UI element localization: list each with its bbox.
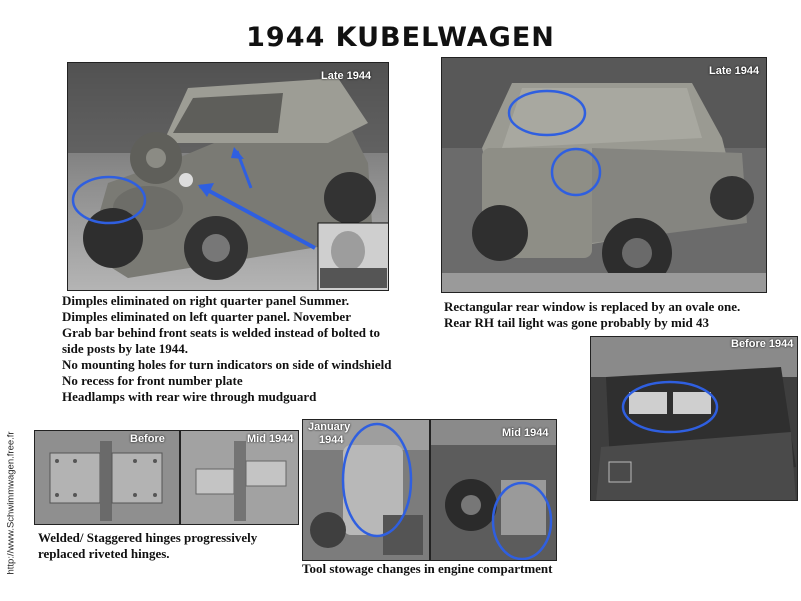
photo-rear-late-1944	[441, 57, 767, 293]
photo-front-late-1944	[67, 62, 389, 291]
caption-line: Dimples eliminated on right quarter panel Summer.	[62, 293, 350, 308]
caption-rear	[444, 299, 740, 331]
caption-hinges	[38, 530, 257, 562]
caption-line: Rectangular rear window is replaced by an ovale one.	[444, 299, 741, 314]
watermark-url: http://www.Schwimmwagen.free.fr	[5, 431, 17, 575]
caption-line: Dimples eliminated on left quarter panel. November	[62, 309, 351, 324]
caption-line: No recess for front number plate	[62, 373, 243, 388]
hinge-mid-image	[181, 431, 299, 525]
photo-tag: Mid 1944	[502, 427, 549, 439]
caption-line: Headlamps with rear wire through mudguard	[62, 389, 317, 404]
photo-tag: Before	[130, 433, 165, 445]
photo-tag: Late 1944	[709, 65, 760, 77]
caption-line: side posts by late 1944.	[62, 341, 189, 356]
photo-engine-january-1944	[302, 419, 430, 561]
caption-line: Welded/ Staggered hinges progressively	[38, 530, 258, 545]
photo-top-before-1944	[590, 336, 798, 501]
caption-line: Rear RH tail light was gone probably by mid 43	[444, 315, 709, 330]
photo-tag: January 1944	[308, 421, 351, 446]
top-car-image	[591, 337, 798, 501]
photo-tag: Late 1944	[321, 70, 372, 82]
photo-hinge-mid-1944	[180, 430, 299, 525]
caption-engine: Tool stowage changes in engine compartment	[302, 561, 553, 576]
page-title: 1944 KUBELWAGEN	[246, 22, 555, 53]
engine-mid-image	[431, 420, 557, 561]
photo-engine-mid-1944	[430, 419, 557, 561]
photo-tag: Before 1944	[731, 338, 794, 350]
photo-tag: Mid 1944	[247, 433, 294, 445]
rear-car-image	[442, 58, 767, 293]
caption-front	[62, 293, 392, 405]
caption-line: Grab bar behind front seats is welded instead of bolted to	[62, 325, 381, 340]
hinge-before-image	[35, 431, 180, 525]
caption-line: No mounting holes for turn indicators on side of windshield	[62, 357, 392, 372]
photo-hinge-before	[34, 430, 180, 525]
front-car-image	[68, 63, 389, 291]
caption-line: replaced riveted hinges.	[38, 546, 170, 561]
